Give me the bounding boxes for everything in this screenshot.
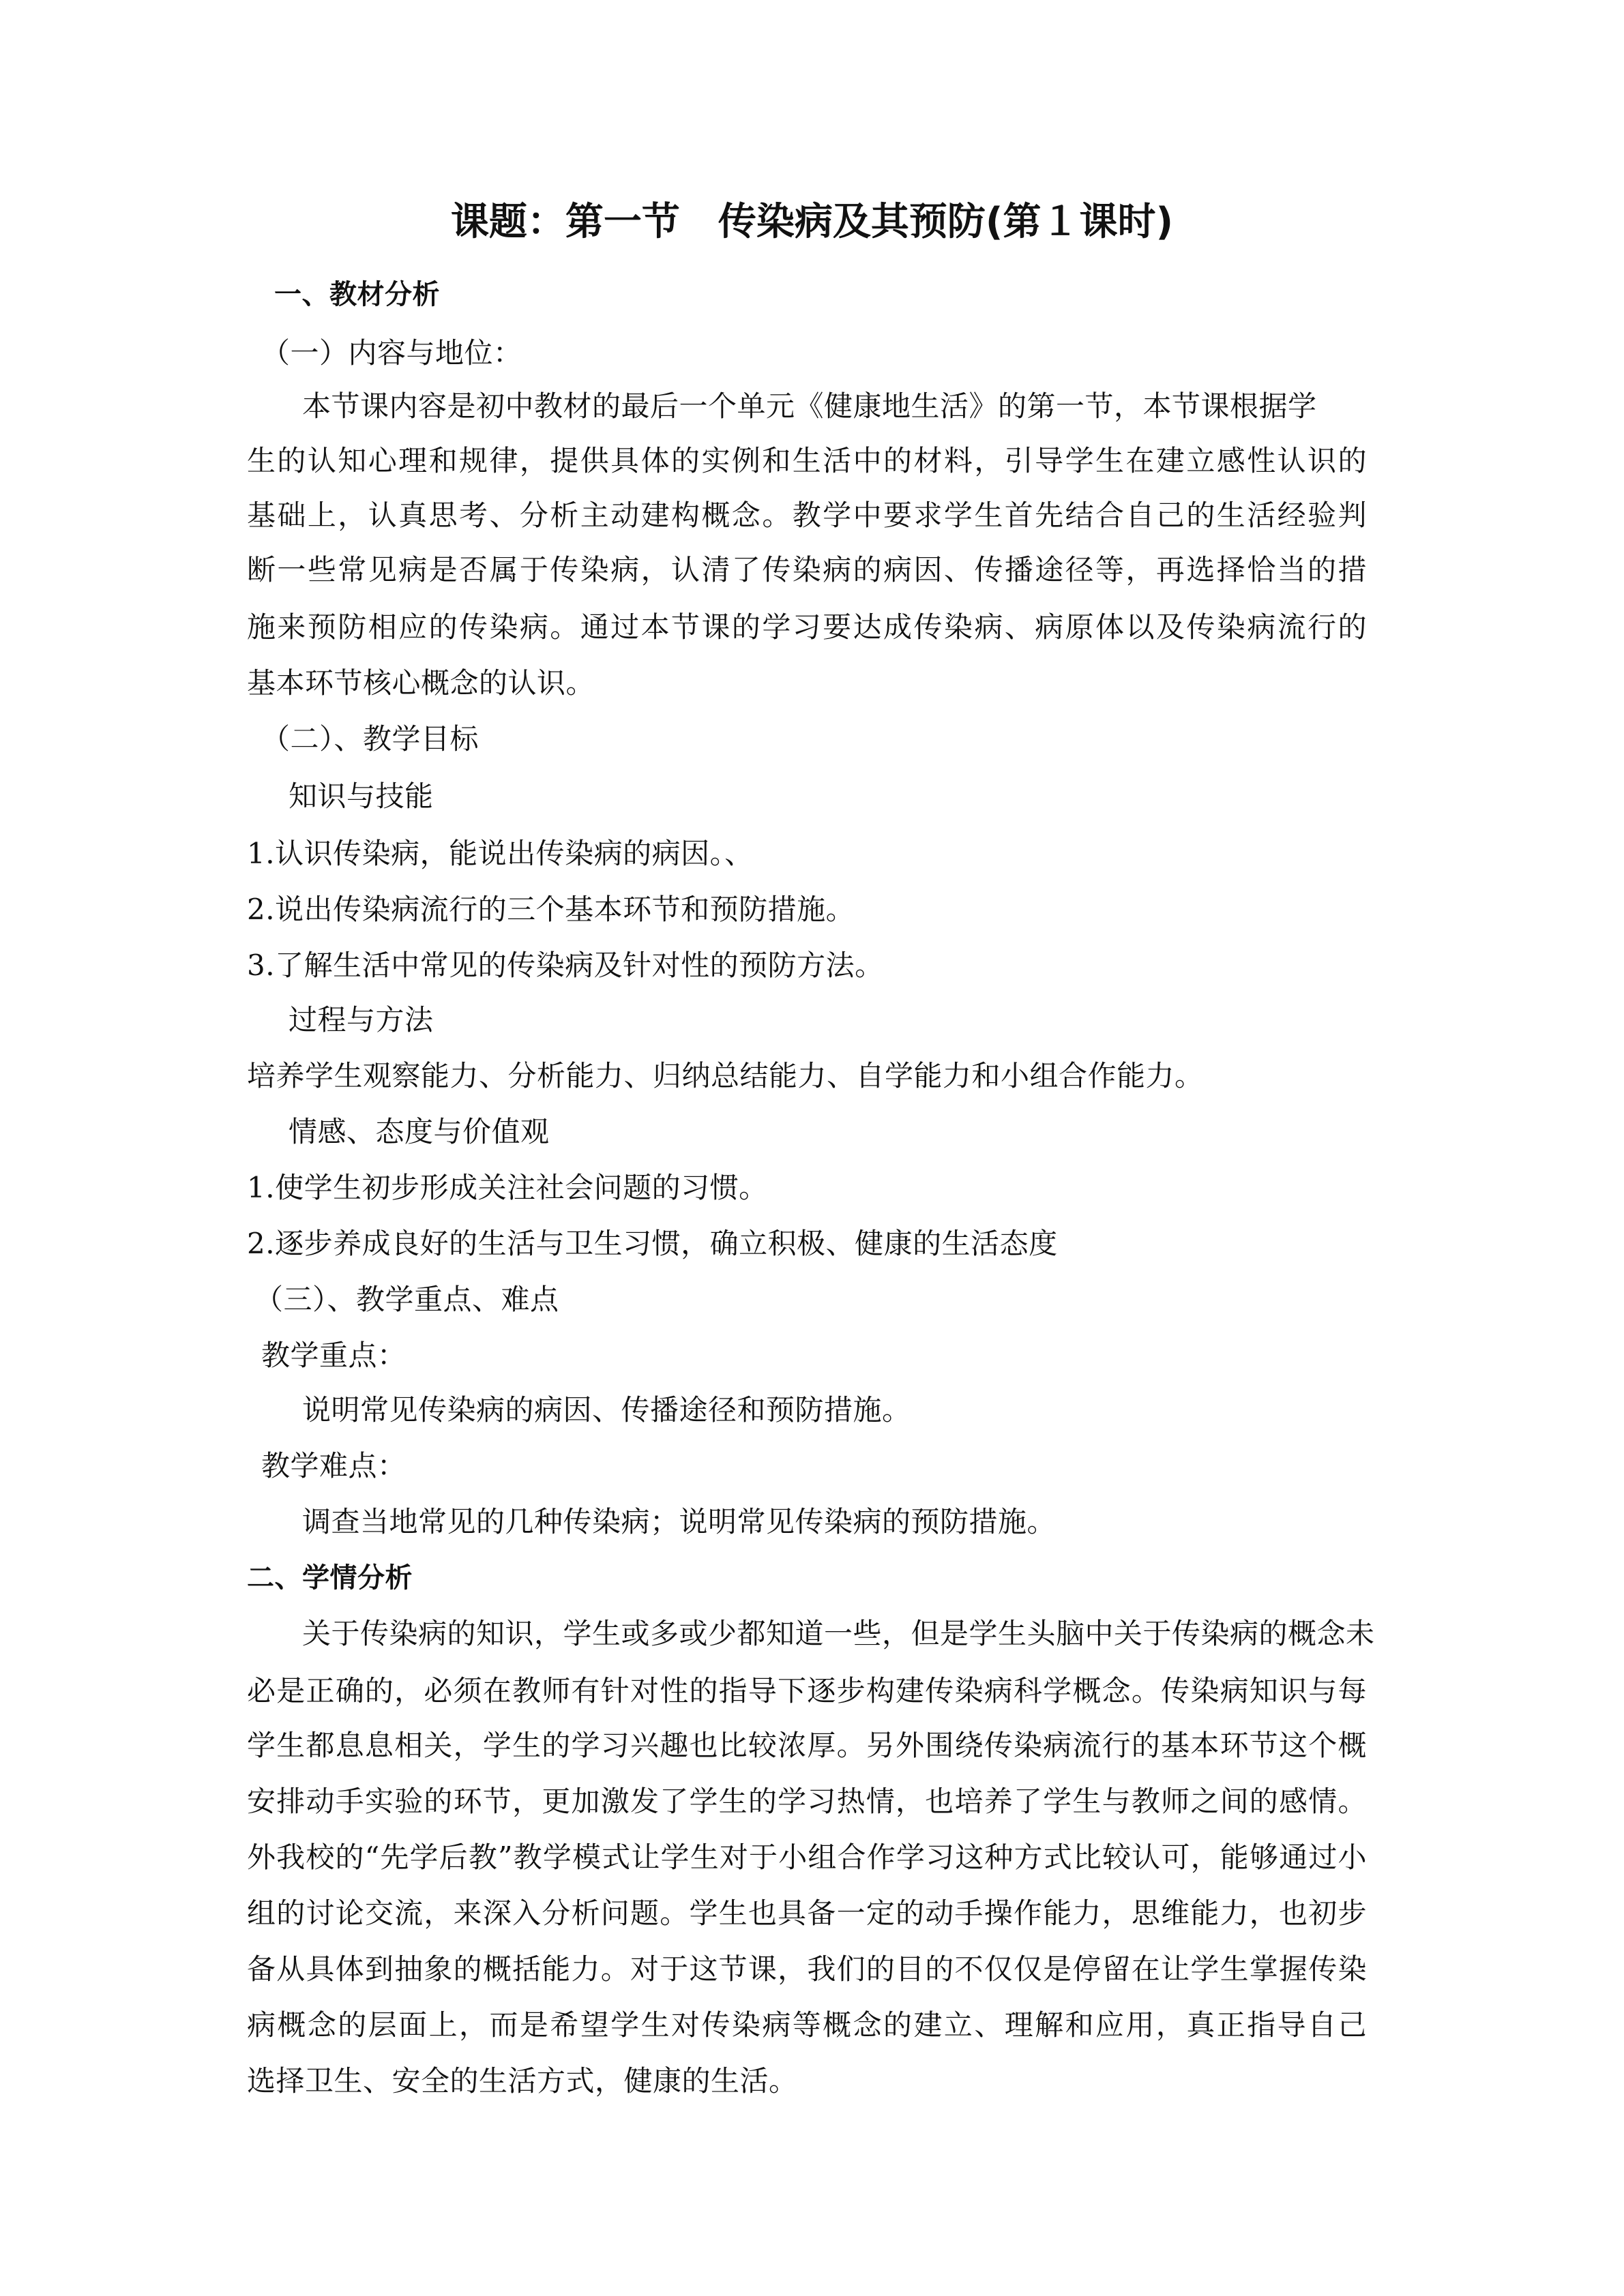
- knowledge-item: 3.了解生活中常见的传染病及针对性的预防方法。: [247, 949, 884, 982]
- emotion-item: 1.使学生初步形成关注社会问题的习惯。: [247, 1171, 768, 1204]
- content-position-heading: （一）内容与地位：: [261, 336, 522, 370]
- objectives-heading: （二）、教学目标: [261, 722, 479, 756]
- focus-label: 教学重点：: [261, 1339, 407, 1372]
- difficulty-text: 调查当地常见的几种传染病；说明常见传染病的预防措施。: [302, 1505, 1057, 1538]
- learning-paragraph-line: 学生都息息相关，学生的学习兴趣也比较浓厚。另外围绕传染病流行的基本环节这个概: [247, 1729, 1367, 1762]
- learning-paragraph-line: 病概念的层面上，而是希望学生对传染病等概念的建立、理解和应用，真正指导自己: [247, 2008, 1367, 2042]
- learning-paragraph-line: 外我校的“先学后教”教学模式让学生对于小组合作学习这种方式比较认可，能够通过小: [247, 1840, 1367, 1874]
- content-paragraph-line: 施来预防相应的传染病。通过本节课的学习要达成传染病、病原体以及传染病流行的: [247, 610, 1367, 644]
- learning-paragraph-line: 组的讨论交流，来深入分析问题。学生也具备一定的动手操作能力，思维能力，也初步: [247, 1896, 1367, 1930]
- content-paragraph-line: 基本环节核心概念的认识。: [247, 666, 595, 700]
- knowledge-item: 2.说出传染病流行的三个基本环节和预防措施。: [247, 893, 855, 926]
- process-text: 培养学生观察能力、分析能力、归纳总结能力、自学能力和小组合作能力。: [247, 1059, 1204, 1092]
- focus-text: 说明常见传染病的病因、传播途径和预防措施。: [302, 1393, 911, 1427]
- learning-paragraph-line: 备从具体到抽象的概括能力。对于这节课，我们的目的不仅仅是停留在让学生掌握传染: [247, 1952, 1367, 1986]
- process-heading: 过程与方法: [289, 1003, 434, 1037]
- content-paragraph-line: 生的认知心理和规律，提供具体的实例和生活中的材料，引导学生在建立感性认识的: [247, 444, 1367, 477]
- emotion-item: 2.逐步养成良好的生活与卫生习惯，确立积极、健康的生活态度: [247, 1227, 1058, 1260]
- content-paragraph-line: 基础上，认真思考、分析主动建构概念。教学中要求学生首先结合自己的生活经验判: [247, 498, 1367, 532]
- difficulty-label: 教学难点：: [261, 1449, 407, 1482]
- knowledge-item: 1.认识传染病，能说出传染病的病因。、: [247, 837, 754, 870]
- content-paragraph-line: 断一些常见病是否属于传染病，认清了传染病的病因、传播途径等，再选择恰当的措: [247, 553, 1367, 586]
- learning-paragraph-line: 关于传染病的知识，学生或多或少都知道一些，但是学生头脑中关于传染病的概念未: [302, 1617, 1375, 1650]
- section2-heading: 二、学情分析: [247, 1562, 413, 1594]
- emotion-heading: 情感、态度与价值观: [289, 1115, 550, 1148]
- knowledge-heading: 知识与技能: [289, 779, 434, 813]
- learning-paragraph-line: 必是正确的，必须在教师有针对性的指导下逐步构建传染病科学概念。传染病知识与每: [247, 1674, 1367, 1708]
- content-paragraph-line: 本节课内容是初中教材的最后一个单元《健康地生活》的第一节，本节课根据学: [302, 389, 1317, 423]
- key-points-heading: （三）、教学重点、难点: [254, 1283, 559, 1316]
- learning-paragraph-line: 安排动手实验的环节，更加激发了学生的学习热情，也培养了学生与教师之间的感情。: [247, 1785, 1367, 1818]
- learning-paragraph-line: 选择卫生、安全的生活方式，健康的生活。: [247, 2064, 798, 2098]
- page-title: 课题：第一节 传染病及其预防(第１课时): [450, 200, 1174, 244]
- section1-heading: 一、教材分析: [274, 279, 440, 310]
